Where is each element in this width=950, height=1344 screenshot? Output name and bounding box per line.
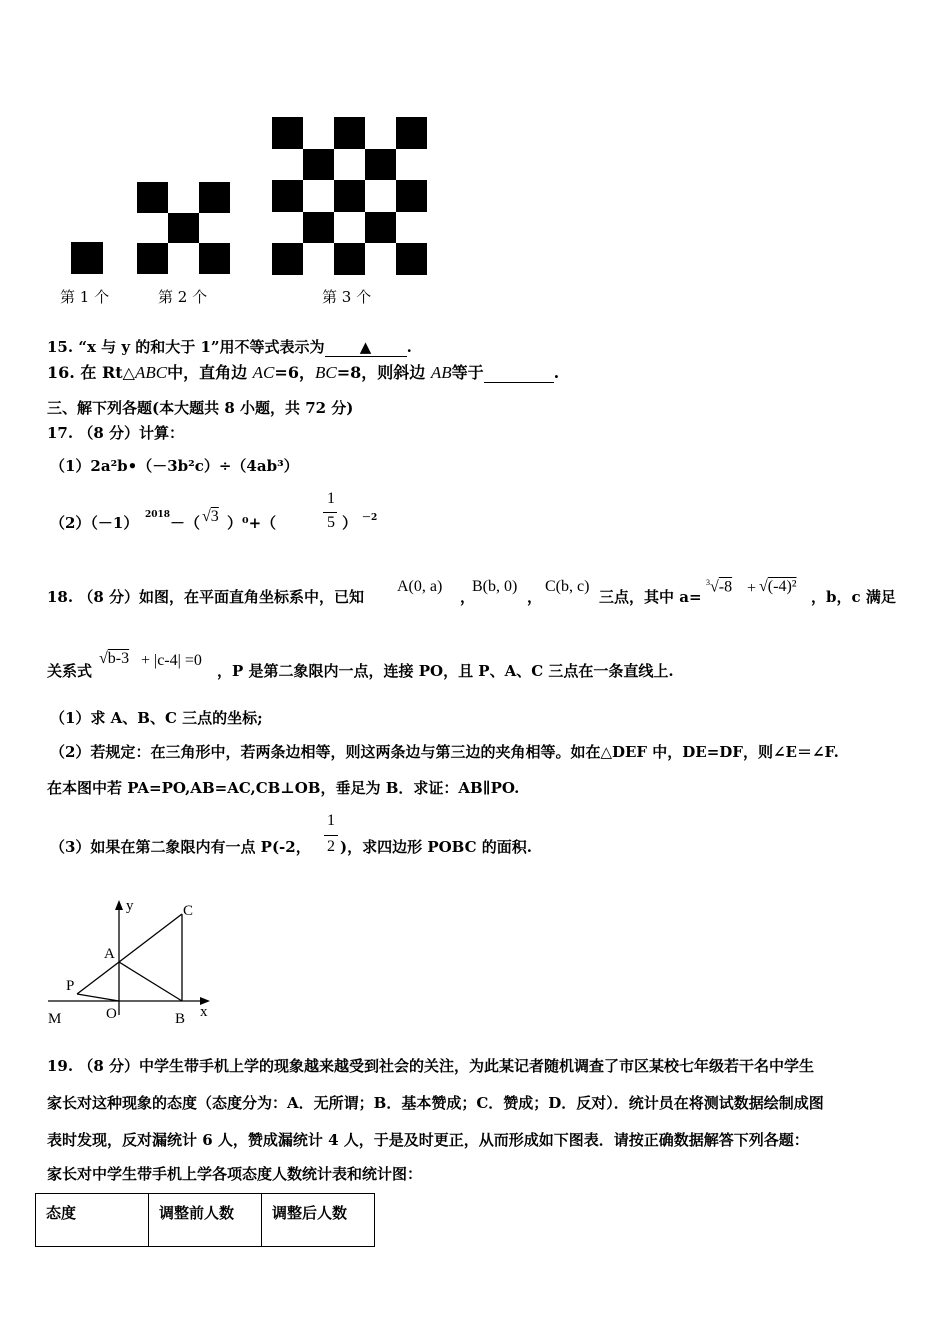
svg-text:M: M (48, 1011, 62, 1027)
sqrt-expression: √(-4)² (759, 578, 797, 595)
svg-text:C: C (183, 903, 194, 919)
table-header-cell: 调整前人数 (149, 1194, 262, 1247)
question-18-part-2a: （2）若规定：在三角形中，若两条边相等，则这两条边与第三边的夹角相等。如在△DEF 中，DE=DF，则∠E＝∠F. (50, 743, 839, 761)
table-header-cell: 态度 (36, 1194, 149, 1247)
section-heading: 三、解下列各题(本大题共 8 小题，共 72 分) (47, 399, 354, 417)
table-row (36, 1194, 375, 1247)
y-axis-arrow-icon (115, 900, 123, 910)
figure-caption-1: 第 1 个 (60, 288, 110, 306)
question-17-part-1: （1）2a²b•（－3b²c）÷（4ab³） (50, 457, 299, 475)
figure-caption-2: 第 2 个 (158, 288, 208, 306)
svg-text:O: O (106, 1006, 117, 1022)
triangle-marker-icon: ▲ (359, 338, 372, 356)
attitude-table (35, 1193, 375, 1247)
sqrt-expression: √b-3 (99, 650, 130, 667)
answer-blank (484, 363, 554, 383)
sqrt-expression: √3 (202, 508, 219, 525)
question-18-part-2b: 在本图中若 PA=PO,AB=AC,CB⊥OB，垂足为 B．求证：AB∥PO. (47, 779, 520, 797)
question-15: 15. “x 与 y 的和大于 1”用不等式表示为 ▲ . (47, 338, 412, 356)
svg-text:A: A (104, 946, 115, 962)
question-19-line-2: 家长对这种现象的态度（态度分为：A．无所谓；B．基本赞成；C．赞成；D．反对）．统计员在将测试数据绘制成图 (47, 1094, 824, 1112)
question-19-line-3: 表时发现，反对漏统计 6 人，赞成漏统计 4 人，于是及时更正，从而形成如下图表．请按正确数据解答下列各题： (47, 1131, 809, 1149)
svg-text:y: y (126, 898, 134, 914)
question-19-line-1: 19. （8 分）中学生带手机上学的现象越来越受到社会的关注，为此某记者随机调查了市区某校七年级若干名中学生 (47, 1057, 814, 1075)
svg-text:P: P (66, 978, 75, 994)
cube-root-expression: $^3$√-8 (706, 578, 733, 596)
coordinate-figure (40, 890, 230, 1030)
figure-caption-3: 第 3 个 (322, 288, 372, 306)
table-header-cell: 调整后人数 (262, 1194, 375, 1247)
svg-text:B: B (175, 1011, 186, 1027)
answer-blank (325, 338, 407, 357)
question-18-part-1: （1）求 A、B、C 三点的坐标; (50, 709, 263, 727)
svg-text:x: x (200, 1004, 208, 1020)
question-17-heading: 17. （8 分）计算： (47, 424, 184, 442)
question-16: 16. 在 Rt△ABC中，直角边 AC=6，BC=8，则斜边 AB等于 . (47, 363, 560, 382)
question-19-line-4: 家长对中学生带手机上学各项态度人数统计表和统计图： (47, 1165, 423, 1183)
